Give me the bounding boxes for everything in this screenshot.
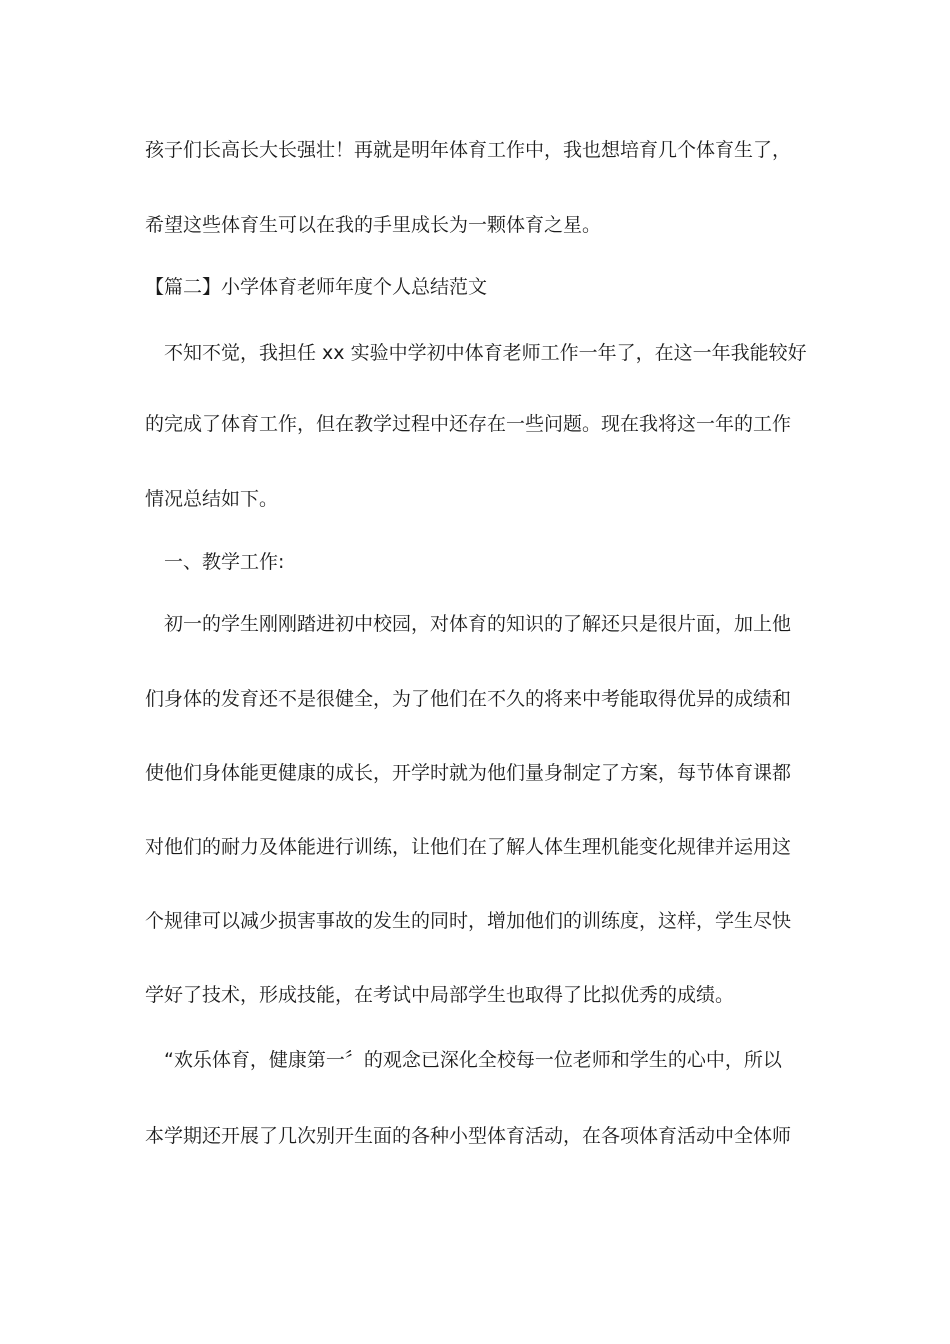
paragraph-line: 学好了技术，形成技能，在考试中局部学生也取得了比拟优秀的成绩。 [145,984,735,1006]
paragraph-line: 的完成了体育工作，但在教学过程中还存在一些问题。现在我将这一年的工作 [145,413,792,435]
paragraph-line: 希望这些体育生可以在我的手里成长为一颗体育之星。 [145,214,602,236]
paragraph-line: 本学期还开展了几次别开生面的各种小型体育活动，在各项体育活动中全体师 [145,1125,792,1147]
subsection-heading: 一、教学工作: [164,551,285,573]
paragraph-line: 不知不觉，我担任 xx 实验中学初中体育老师工作一年了，在这一年我能较好 [164,342,807,364]
paragraph-line: “欢乐体育，健康第一〞的观念已深化全校每一位老师和学生的心中，所以 [164,1049,782,1071]
paragraph-line: 初一的学生刚刚踏进初中校园，对体育的知识的了解还只是很片面，加上他 [164,613,792,635]
paragraph-line: 个规律可以减少损害事故的发生的同时，增加他们的训练度，这样，学生尽快 [145,910,792,932]
paragraph-line: 孩子们长高长大长强壮！再就是明年体育工作中，我也想培育几个体育生了， [145,139,792,161]
paragraph-line: 使他们身体能更健康的成长，开学时就为他们量身制定了方案，每节体育课都 [145,762,792,784]
paragraph-line: 们身体的发育还不是很健全，为了他们在不久的将来中考能取得优异的成绩和 [145,688,792,710]
section-heading: 【篇二】小学体育老师年度个人总结范文 [145,276,488,298]
paragraph-line: 对他们的耐力及体能进行训练，让他们在了解人体生理机能变化规律并运用这 [145,836,792,858]
paragraph-line: 情况总结如下。 [145,488,279,510]
